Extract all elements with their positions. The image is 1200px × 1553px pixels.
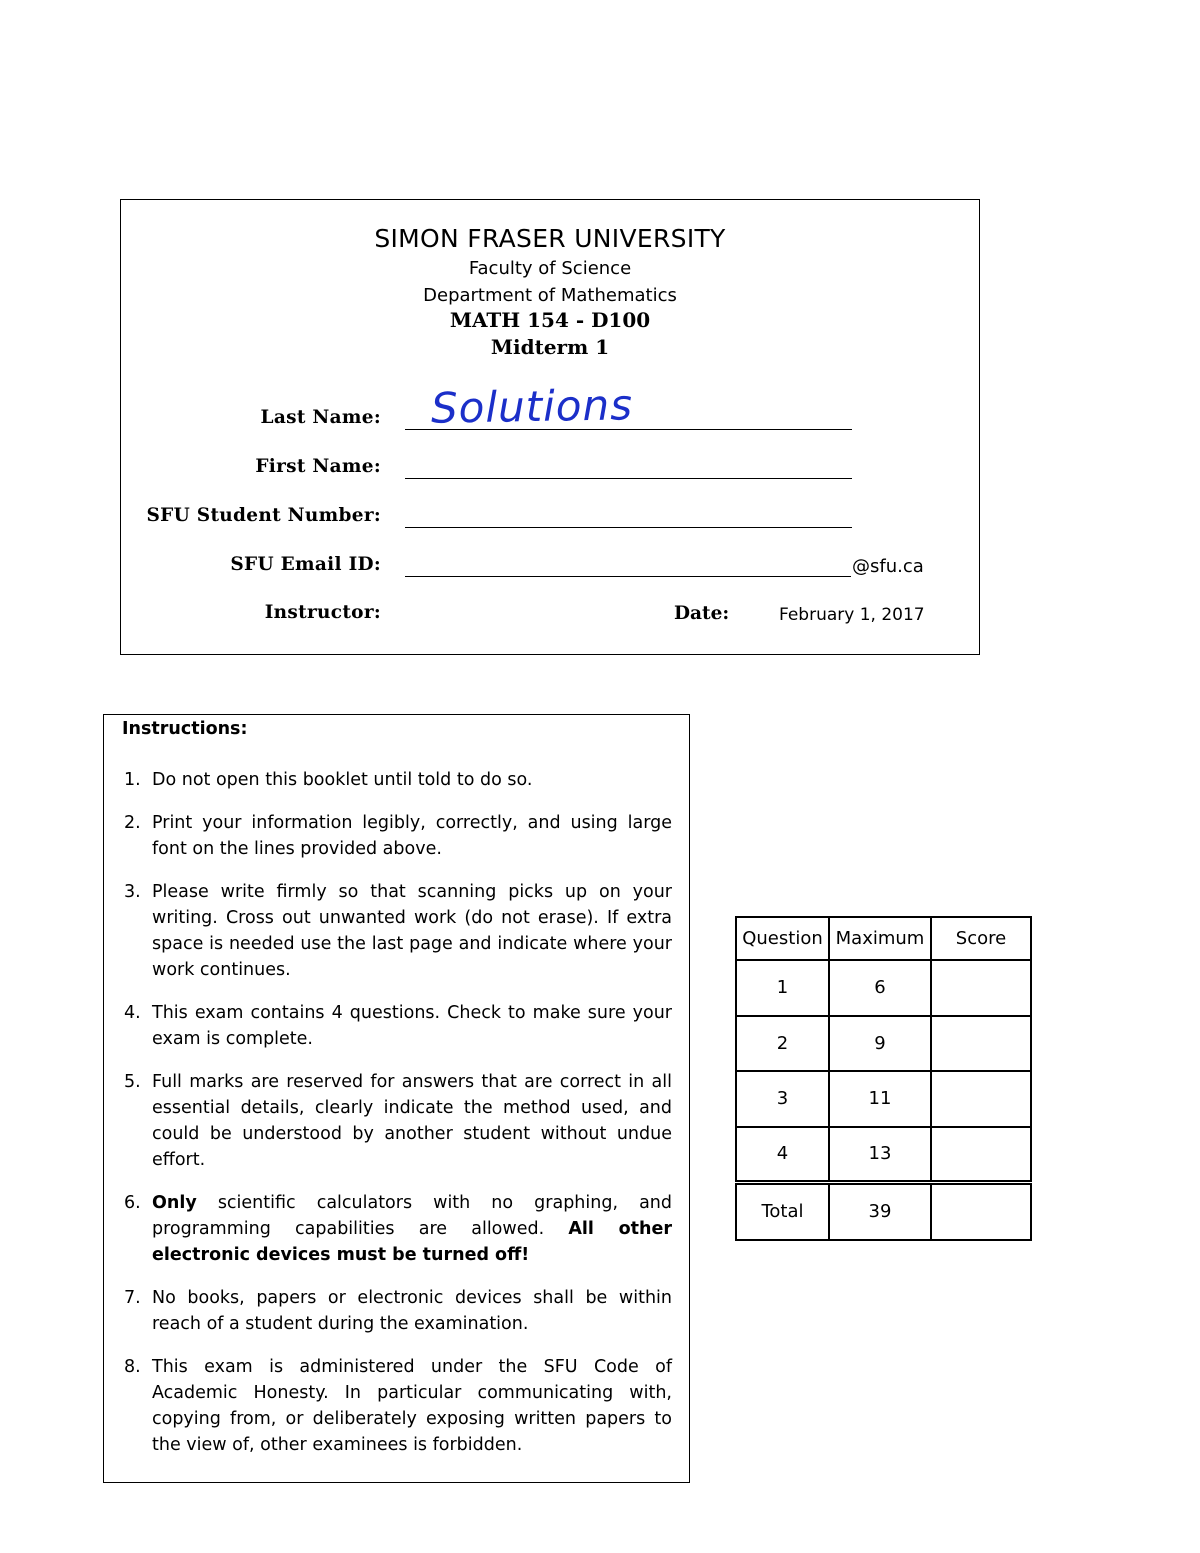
instruction-bold-lead: Only — [152, 1193, 197, 1213]
header-question: Question — [736, 917, 829, 960]
last-name-value: Solutions — [430, 380, 634, 433]
date-label: Date: — [674, 603, 730, 624]
first-name-label: First Name: — [255, 456, 381, 477]
instruction-text: Do not open this booklet until told to do so. — [152, 770, 533, 790]
instruction-item — [122, 1190, 672, 1268]
exam-header-box — [120, 199, 980, 655]
student-number-label: SFU Student Number: — [146, 505, 381, 526]
last-name-line[interactable] — [405, 429, 852, 430]
instruction-number: 1. — [124, 770, 141, 790]
header-maximum: Maximum — [829, 917, 931, 960]
instruction-item — [122, 1354, 672, 1458]
total-label: Total — [736, 1182, 829, 1240]
instruction-text: scientific calculators with no graphing, and programming capabilities are allowed. — [152, 1193, 672, 1239]
cell-question: 2 — [736, 1016, 829, 1072]
instruction-text: This exam is administered under the SFU Code of Academic Honesty. In particular communicating with, copying from, or deliberately exposing written papers to the view of, other examinees is forbidden. — [152, 1357, 672, 1455]
faculty-name: Faculty of Science — [468, 258, 632, 279]
table-row — [736, 960, 1031, 1016]
instructions-box — [103, 714, 690, 1483]
instruction-item — [122, 879, 672, 983]
first-name-line[interactable] — [405, 478, 852, 479]
department-name: Department of Mathematics — [423, 285, 677, 306]
instruction-number: 4. — [124, 1003, 141, 1023]
table-row — [736, 1127, 1031, 1183]
instructor-label: Instructor: — [264, 602, 381, 623]
date-value: February 1, 2017 — [779, 605, 925, 625]
cell-score[interactable] — [931, 1016, 1031, 1072]
instruction-text: Full marks are reserved for answers that are correct in all essential details, clearly indicate the method used, and could be understood by another student without undue effort. — [152, 1072, 672, 1170]
header-score: Score — [931, 917, 1031, 960]
cell-question: 1 — [736, 960, 829, 1016]
instruction-text: Please write firmly so that scanning picks up on your writing. Cross out unwanted work (do not erase). If extra space is needed use the last page and indicate where your work continues. — [152, 882, 672, 980]
email-line[interactable] — [405, 576, 851, 577]
student-number-line[interactable] — [405, 527, 852, 528]
instruction-number: 8. — [124, 1357, 141, 1377]
instruction-item — [122, 1285, 672, 1337]
exam-title: Midterm 1 — [490, 335, 610, 359]
table-row — [736, 1016, 1031, 1072]
instruction-bold-tail: All other electronic devices must be turned off! — [152, 1219, 672, 1265]
table-row — [736, 1071, 1031, 1127]
score-table-header — [736, 917, 1031, 960]
last-name-label: Last Name: — [260, 407, 381, 428]
instructions-title: Instructions: — [122, 719, 248, 739]
course-code: MATH 154 - D100 — [449, 308, 651, 332]
email-suffix: @sfu.ca — [852, 556, 924, 577]
instruction-number: 5. — [124, 1072, 141, 1092]
instruction-item — [122, 810, 672, 862]
instruction-number: 3. — [124, 882, 141, 902]
cell-question: 3 — [736, 1071, 829, 1127]
total-score[interactable] — [931, 1182, 1031, 1240]
cell-question: 4 — [736, 1127, 829, 1183]
cell-score[interactable] — [931, 960, 1031, 1016]
cell-maximum: 6 — [829, 960, 931, 1016]
instruction-text: No books, papers or electronic devices shall be within reach of a student during the examination. — [152, 1288, 672, 1334]
instruction-number: 6. — [124, 1193, 141, 1213]
instruction-number: 7. — [124, 1288, 141, 1308]
cell-maximum: 9 — [829, 1016, 931, 1072]
score-table — [735, 916, 1032, 1241]
instructions-list — [122, 767, 672, 1475]
email-label: SFU Email ID: — [230, 554, 381, 575]
instruction-text: This exam contains 4 questions. Check to make sure your exam is complete. — [152, 1003, 672, 1049]
total-row — [736, 1182, 1031, 1240]
cell-score[interactable] — [931, 1127, 1031, 1183]
instruction-item — [122, 1000, 672, 1052]
instruction-text: Print your information legibly, correctly, and using large font on the lines provided above. — [152, 813, 672, 859]
total-maximum: 39 — [829, 1182, 931, 1240]
university-name: SIMON FRASER UNIVERSITY — [374, 224, 726, 253]
instruction-item — [122, 1069, 672, 1173]
instruction-item — [122, 767, 672, 793]
cell-maximum: 13 — [829, 1127, 931, 1183]
cell-maximum: 11 — [829, 1071, 931, 1127]
instruction-number: 2. — [124, 813, 141, 833]
cell-score[interactable] — [931, 1071, 1031, 1127]
